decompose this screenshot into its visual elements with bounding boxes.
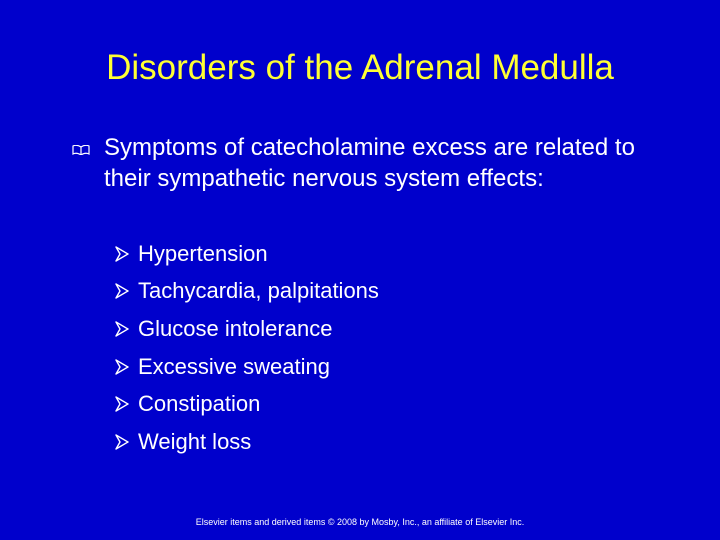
book-open-icon xyxy=(72,145,90,155)
sub-bullet-label: Weight loss xyxy=(138,428,252,454)
list-item xyxy=(114,273,379,311)
slide-title: Disorders of the Adrenal Medulla xyxy=(106,48,614,87)
arrow-right-icon xyxy=(114,433,130,451)
copyright-footer: Elsevier items and derived items © 2008 by Mosby, Inc., an affiliate of Elsevier Inc. xyxy=(195,517,525,527)
list-item xyxy=(114,235,379,273)
sub-bullet-list xyxy=(114,235,379,461)
arrow-right-icon xyxy=(114,395,130,413)
sub-bullet-label: Excessive sweating xyxy=(138,353,330,379)
arrow-right-icon xyxy=(114,358,130,376)
list-item xyxy=(114,348,379,386)
arrow-right-icon xyxy=(114,320,130,338)
list-item xyxy=(114,423,379,461)
sub-bullet-label: Glucose intolerance xyxy=(138,315,333,341)
sub-bullet-label: Hypertension xyxy=(138,240,268,266)
main-bullet-text: Symptoms of catecholamine excess are related to their sympathetic nervous system effects: xyxy=(104,134,635,192)
list-item xyxy=(114,385,379,423)
arrow-right-icon xyxy=(114,282,130,300)
sub-bullet-label: Tachycardia, palpitations xyxy=(138,278,379,304)
list-item xyxy=(114,310,379,348)
arrow-right-icon xyxy=(114,245,130,263)
sub-bullet-label: Constipation xyxy=(138,391,261,417)
